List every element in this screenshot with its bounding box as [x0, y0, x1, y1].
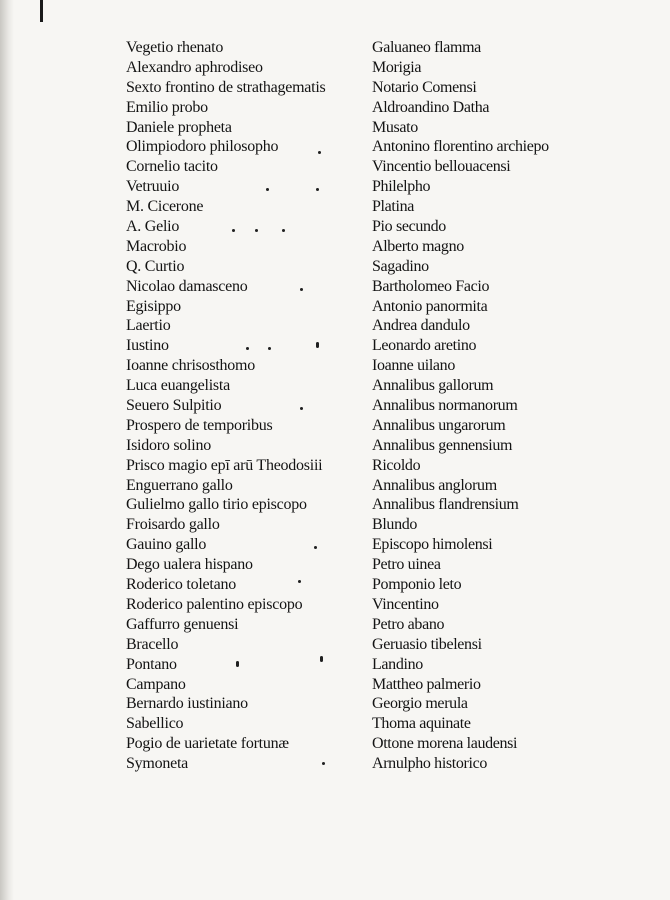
index-entry: Musato: [372, 118, 418, 136]
index-entry: Prospero de temporibus: [126, 416, 273, 434]
index-entry: Thoma aquinate: [372, 715, 471, 733]
index-entry: Symoneta: [126, 755, 188, 773]
stray-mark: [232, 229, 235, 232]
index-entry: Platina: [372, 198, 414, 216]
stray-mark: [268, 347, 271, 350]
index-entry: Vegetio rhenato: [126, 39, 224, 56]
left-column-list: [126, 38, 366, 774]
index-entry: Pontano: [126, 655, 177, 673]
index-entry: Andrea dandulo: [372, 317, 470, 335]
index-entry: Antonio panormita: [372, 297, 488, 315]
index-entry: Annalibus anglorum: [372, 476, 497, 494]
stray-mark: [322, 762, 325, 765]
index-entry: Campano: [126, 675, 186, 693]
index-entry: Galuaneo flamma: [372, 39, 481, 56]
index-entry: Ioanne chrisosthomo: [126, 357, 255, 375]
stray-mark: [300, 288, 303, 291]
scan-mark: [40, 0, 43, 22]
index-entry: Ricoldo: [372, 456, 421, 474]
index-entry: Vetruuio: [126, 178, 180, 196]
stray-mark: [298, 580, 301, 583]
stray-mark: [314, 546, 317, 549]
index-entry: Pomponio leto: [372, 576, 462, 594]
index-entry: Gulielmo gallo tirio episcopo: [126, 496, 307, 514]
index-entry: Pio secundo: [372, 218, 446, 236]
index-entry: Dego ualera hispano: [126, 556, 253, 574]
stray-mark: [266, 188, 269, 191]
index-entry: Sagadino: [372, 257, 429, 275]
index-entry: Annalibus ungarorum: [372, 416, 506, 434]
index-entry: Blundo: [372, 516, 418, 534]
index-entry: Mattheo palmerio: [372, 675, 481, 693]
index-entry: Petro uinea: [372, 556, 441, 574]
index-entry: A. Gelio: [126, 218, 180, 236]
index-entry: Luca euangelista: [126, 377, 230, 395]
stray-mark: [282, 229, 285, 232]
index-entry: Bartholomeo Facio: [372, 277, 490, 295]
index-entry: Annalibus flandrensium: [372, 496, 519, 514]
index-entry: Morigia: [372, 58, 422, 76]
index-entry: Episcopo himolensi: [372, 536, 493, 554]
index-entry: Ioanne uilano: [372, 357, 455, 375]
index-entry: Sabellico: [126, 715, 184, 733]
index-entry: Daniele propheta: [126, 118, 232, 136]
index-entry: Gauino gallo: [126, 536, 207, 554]
index-entry: Antonino florentino archiepo: [372, 138, 549, 156]
index-entry: Roderico toletano: [126, 576, 236, 594]
index-entry: Vincentio bellouacensi: [372, 158, 511, 176]
index-entry: Landino: [372, 655, 423, 673]
index-entry: Nicolao damasceno: [126, 277, 248, 295]
index-entry: Leonardo aretino: [372, 337, 477, 355]
index-entry: Gaffurro genuensi: [126, 615, 239, 633]
index-entry: Aldroandino Datha: [372, 98, 490, 116]
index-entry: Vincentino: [372, 595, 439, 613]
index-entry: Philelpho: [372, 178, 431, 196]
index-entry: Laertio: [126, 317, 171, 335]
index-entry: Notario Comensi: [372, 78, 477, 96]
stray-mark: [316, 188, 319, 191]
index-entry: Alexandro aphrodiseo: [126, 58, 263, 76]
index-entry: Petro abano: [372, 615, 445, 633]
index-entry: Roderico palentino episcopo: [126, 595, 303, 613]
index-entry: Arnulpho historico: [372, 755, 488, 773]
stray-mark: [255, 229, 258, 232]
index-entry: Froisardo gallo: [126, 516, 220, 534]
index-entry: Ottone morena laudensi: [372, 735, 518, 753]
index-entry: Macrobio: [126, 237, 187, 255]
index-entry: Isidoro solino: [126, 436, 211, 454]
index-entry: Emilio probo: [126, 98, 208, 116]
index-entry: Cornelio tacito: [126, 158, 218, 176]
index-entry: Alberto magno: [372, 237, 464, 255]
index-entry: M. Cicerone: [126, 198, 204, 216]
index-entry: Q. Curtio: [126, 257, 185, 275]
index-entry: Pogio de uarietate fortunæ: [126, 735, 289, 753]
page-edge-shadow: [0, 0, 14, 900]
right-column-list: [372, 38, 582, 774]
index-entry: Annalibus gennensium: [372, 436, 513, 454]
index-entry: Annalibus normanorum: [372, 397, 518, 415]
index-entry: Iustino: [126, 337, 169, 355]
stray-mark: [318, 151, 321, 154]
index-entry: Geruasio tibelensi: [372, 635, 482, 653]
index-entry: Enguerrano gallo: [126, 476, 233, 494]
index-entry: Georgio merula: [372, 695, 468, 713]
index-entry: Annalibus gallorum: [372, 377, 494, 395]
index-entry: Olimpiodoro philosopho: [126, 138, 279, 156]
index-entry: Egisippo: [126, 297, 181, 315]
stray-mark: [236, 661, 239, 667]
index-entry: Bernardo iustiniano: [126, 695, 248, 713]
index-entry: Bracello: [126, 635, 179, 653]
stray-mark: [246, 347, 249, 350]
index-entry: Prisco magio epī arū Theodosiii: [126, 456, 323, 474]
stray-mark: [316, 342, 319, 348]
index-entry: Seuero Sulpitio: [126, 397, 222, 415]
stray-mark: [320, 656, 323, 662]
stray-mark: [300, 407, 303, 410]
index-entry: Sexto frontino de strathagematis: [126, 78, 326, 96]
